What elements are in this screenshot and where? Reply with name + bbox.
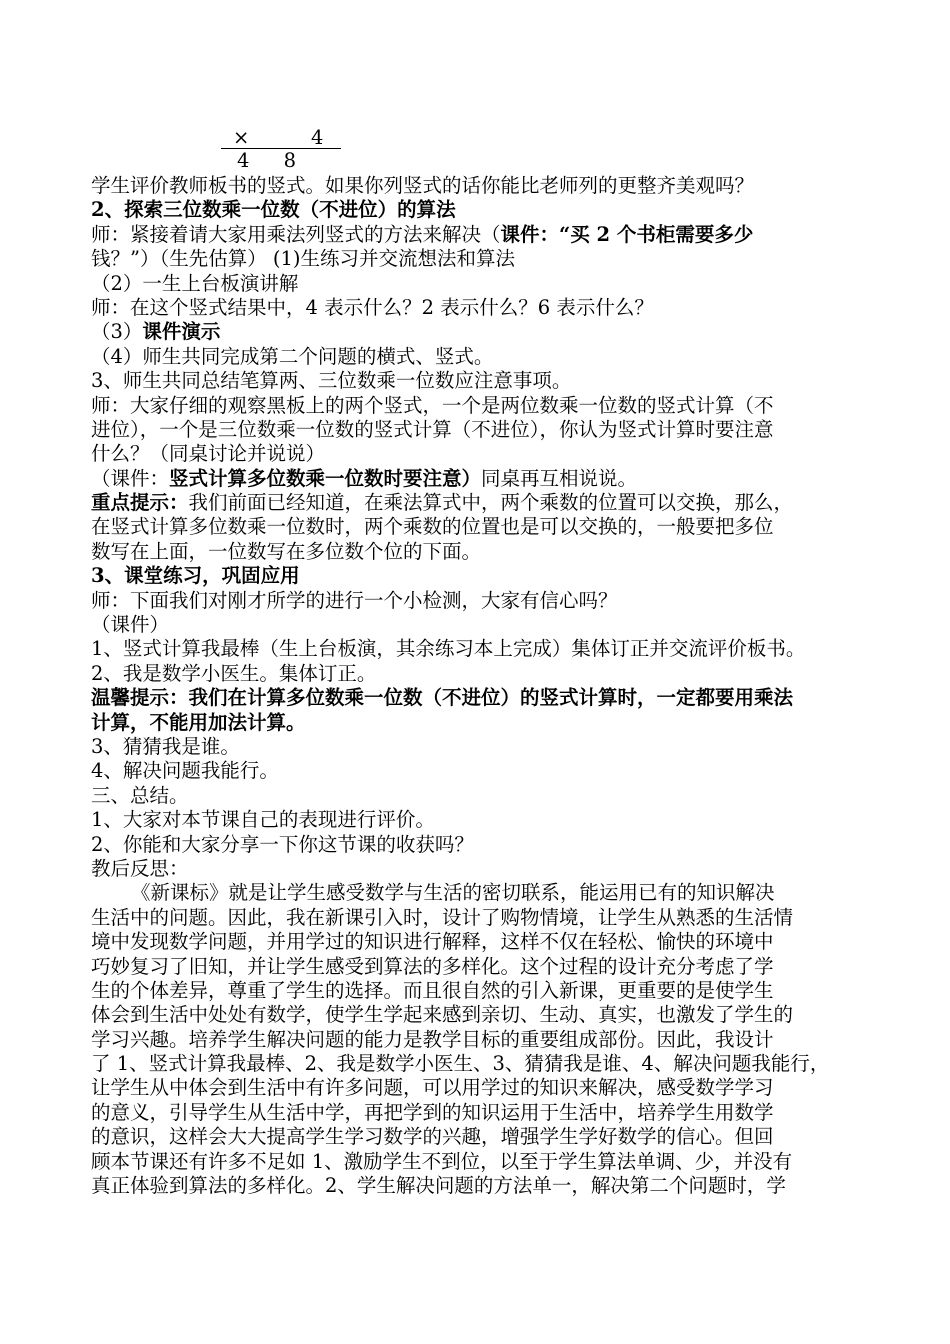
reflection-line: 真正体验到算法的多样化。2、学生解决问题的方法单一，解决第二个问题时，学: [91, 1174, 786, 1198]
text-line: 2、我是数学小医生。集体订正。: [91, 661, 377, 685]
reflection-line: 生的个体差异，尊重了学生的选择。而且很自然的引入新课，更重要的是使学生: [91, 978, 774, 1002]
key-tip-line: 重点提示：我们前面已经知道，在乘法算式中，两个乘数的位置可以交换，那么，: [91, 491, 794, 515]
reflection-line: 了 1、竖式计算我最棒、2、我是数学小医生、3、猜猜我是谁、4、解决问题我能行，: [91, 1052, 830, 1076]
reflection-line: 《新课标》就是让学生感受数学与生活的密切联系，能运用已有的知识解决: [131, 881, 775, 905]
reflection-line: 的意义，引导学生从生活中学，再把学到的知识运用于生活中，培养学生用数学: [91, 1100, 774, 1124]
warm-tip-line: 温馨提示：我们在计算多位数乘一位数（不进位）的竖式计算时，一定都要用乘法: [91, 686, 794, 710]
text-line: （2）一生上台板演讲解: [91, 271, 299, 295]
text-line: 在竖式计算多位数乘一位数时，两个乘数的位置也是可以交换的，一般要把多位: [91, 515, 774, 539]
text-line: 学生评价教师板书的竖式。如果你列竖式的话你能比老师列的更整齐美观吗？: [91, 174, 755, 197]
text-line: 1、竖式计算我最棒（生上台板演，其余练习本上完成）集体订正并交流评价板书。: [91, 637, 806, 661]
text-line: 三、总结。: [91, 783, 189, 807]
text-line: 进位），一个是三位数乘一位数的竖式计算（不进位），你认为竖式计算时要注意: [91, 417, 774, 441]
reflection-line: 境中发现数学问题，并用学过的知识进行解释，这样不仅在轻松、愉快的环境中: [91, 930, 774, 954]
text-line: （4）师生共同完成第二个问题的横式、竖式。: [91, 344, 494, 368]
text-line: 师：下面我们对刚才所学的进行一个小检测，大家有信心吗？: [91, 588, 618, 612]
text-line: 教后反思：: [91, 856, 189, 880]
text-line: 什么？（同桌讨论并说说）: [91, 442, 326, 466]
section-heading: 3、课堂练习，巩固应用: [91, 564, 300, 588]
text-line: 师：大家仔细的观察黑板上的两个竖式，一个是两位数乘一位数的竖式计算（不: [91, 393, 774, 417]
text-line: 师：在这个竖式结果中，4 表示什么？2 表示什么？6 表示什么？: [91, 295, 654, 319]
text-line: （课件）: [91, 613, 170, 637]
reflection-line: 巧妙复习了旧知，并让学生感受到算法的多样化。这个过程的设计充分考虑了学: [91, 954, 774, 978]
warm-tip-line: 计算，不能用加法计算。: [91, 710, 306, 734]
text-line: 2、你能和大家分享一下你这节课的收获吗？: [91, 832, 474, 856]
reflection-line: 让学生从中体会到生活中有许多问题，可以用学过的知识来解决，感受数学学习: [91, 1076, 774, 1100]
reflection-line: 的意识，这样会大大提高学生学习数学的兴趣，增强学生学好数学的信心。但回: [91, 1125, 774, 1149]
reflection-paragraph: [91, 881, 871, 1198]
vertical-calculation: [91, 122, 871, 174]
text-line: 1、大家对本节课自己的表现进行评价。: [91, 808, 435, 832]
document-page: [91, 122, 871, 1198]
reflection-line: 顾本节课还有许多不足如 1、激励学生不到位，以至于学生算法单调、少，并没有: [91, 1149, 793, 1173]
reflection-line: 学习兴趣。培养学生解决问题的能力是教学目标的重要组成部份。因此，我设计: [91, 1027, 774, 1051]
text-line: 3、师生共同总结笔算两、三位数乘一位数应注意事项。: [91, 369, 572, 393]
multiply-sign: ×: [233, 126, 250, 149]
text-line: （课件：竖式计算多位数乘一位数时要注意）同桌再互相说说。: [91, 466, 638, 490]
text-line: 钱？”）（生先估算） (1)生练习并交流想法和算法: [91, 247, 516, 271]
text-line: 3、猜猜我是谁。: [91, 734, 240, 758]
text-line: （3）课件演示: [91, 320, 221, 344]
reflection-line: 体会到生活中处处有数学，使学生学起来感到亲切、生动、真实，也激发了学生的: [91, 1003, 794, 1027]
section-heading: 2、探索三位数乘一位数（不进位）的算法: [91, 198, 456, 222]
reflection-line: 生活中的问题。因此，我在新课引入时，设计了购物情境，让学生从熟悉的生活情: [91, 905, 794, 929]
multiplier-digit: 4: [311, 126, 324, 149]
text-line: 4、解决问题我能行。: [91, 759, 279, 783]
text-line: 师：紧接着请大家用乘法列竖式的方法来解决（课件：“买 2 个书柜需要多少: [91, 222, 754, 246]
calculation-result: 4 8: [237, 149, 311, 172]
text-line: 数写在上面，一位数写在多位数个位的下面。: [91, 539, 482, 563]
